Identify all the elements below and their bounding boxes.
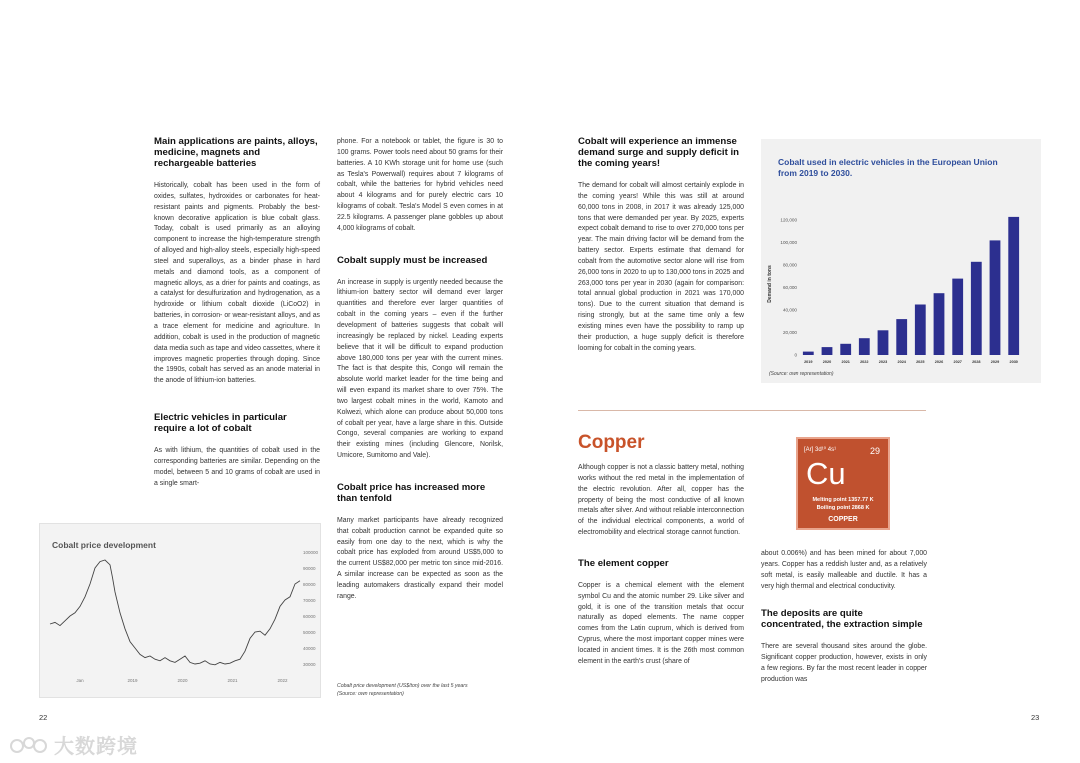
element-config: [Ar] 3d¹⁰ 4s¹ <box>804 447 837 453</box>
paragraph-copper-intro: Although copper is not a classic battery metal, nothing works without the red metal in the implementation of the electric revolution. After all, copper has the property of being the most conductive of all known metals after silver. And without reliable interconnection of the individual electrical components, a world of electromobility and electrical storage cannot function. <box>578 464 744 537</box>
demand-y-tick-label: 0 <box>794 352 797 358</box>
demand-y-tick-label: 40,000 <box>782 307 797 313</box>
element-name: COPPER <box>828 516 858 523</box>
demand-bar <box>934 293 945 355</box>
demand-bar <box>878 330 889 355</box>
demand-y-axis-label: Demand in tons <box>767 265 773 303</box>
demand-x-tick-label: 2022 <box>860 360 869 364</box>
paragraph-supply: An increase in supply is urgently needed because the lithium-ion battery sector will demand ever larger quantities and therefore ever larger quantities of cobalt in the coming years – even if the further development of batteries suggests that cobalt will increasingly be replaced by nickel. Leading experts believe that it will be difficult to expand production above 180,000 tons per year with the current mines. The fact is that despite this, Congo will remain the absolute world market leader for the time being and will even expand its market share to over 75%. The two largest cobalt mines in the world, Kamoto and Kolwezi, which alone can produce about 50,000 tons of cobalt per year, have a large share in this. Outside Congo, several companies are working to expand their existing mines (including Glencore, Norilsk, Umicore, Sumitomo and Vale). <box>337 278 503 460</box>
price-x-tick-label: 2021 <box>227 678 238 683</box>
price-x-tick-label: Jan <box>76 678 84 683</box>
demand-x-tick-label: 2023 <box>878 360 888 364</box>
price-y-tick-label: 70000 <box>303 598 316 603</box>
demand-chart-caption: (Source: own representation) <box>769 371 834 377</box>
demand-y-tick-label: 100,000 <box>780 240 797 246</box>
demand-x-tick-label: 2027 <box>953 360 962 364</box>
demand-x-tick-label: 2026 <box>934 360 944 364</box>
heading-applications: Main applications are paints, alloys, medicine, magnets and rechargeable batteries <box>154 136 318 169</box>
price-y-tick-label: 40000 <box>303 646 316 651</box>
demand-x-tick-label: 2030 <box>1009 360 1018 364</box>
caption-line-2: (Source: own representation) <box>337 691 404 697</box>
heading-demand-surge: Cobalt will experience an immense demand surge and supply deficit in the coming years! <box>578 136 739 169</box>
price-chart-caption <box>337 682 507 698</box>
element-melting: Melting point 1357.77 K <box>812 497 874 503</box>
paragraph-element-copper: Copper is a chemical element with the element symbol Cu and the atomic number 29. Like silver and gold, it is one of the transition metals that occur naturally as doped elements. The name copper comes from the Latin cuprum, which is derived from Cyprus, where the most important copper mines were located in ancient times. It is the 26th most common element in the earth's crust (share of <box>578 581 744 665</box>
right-column-1-copper <box>578 432 744 668</box>
demand-bar <box>990 240 1001 355</box>
price-y-tick-label: 80000 <box>303 582 316 587</box>
caption-line-1: Cobalt price development (US$/ton) over the last 5 years <box>337 683 468 689</box>
heading-deposits: The deposits are quite concentrated, the extraction simple <box>761 608 923 631</box>
demand-bar <box>952 279 963 355</box>
copper-title: Copper <box>578 432 645 453</box>
watermark-text: 大数跨境 <box>54 734 138 758</box>
price-series-line <box>50 560 300 665</box>
demand-chart-svg <box>761 139 1041 383</box>
demand-bar <box>971 262 982 355</box>
left-column-1 <box>154 136 320 489</box>
watermark <box>8 730 138 759</box>
price-chart-title: Cobalt price development <box>52 540 156 550</box>
page-number-right: 23 <box>1031 713 1040 722</box>
price-y-tick-label: 50000 <box>303 630 316 635</box>
paragraph-electric-vehicles: As with lithium, the quantities of cobalt used in the corresponding batteries are similar. Depending on the model, between 5 and 10 grams of cobalt are used in a single smart- <box>154 447 320 487</box>
paragraph-applications: Historically, cobalt has been used in the form of oxides, sulfates, hydroxides or carbonates for heat-resistant paints and pigments. Probably the best-known decorative application is blue cobalt glass. Today, cobalt is used primarily as an alloying component to increase the high-temperature strength of alloyed and high-alloy steels, especially high-speed steel and superalloys, as a binder phase in hard metals and diamond tools, as a component of magnetic alloys, as a drier for paints and coatings, as a catalyst for desulfurization and hydrogenation, as a hydroxide or lithium cobalt dioxide (LiCoO2) in batteries, in corrosion- or wear-resistant alloys, and as a trace element for medicine and agriculture. In addition, cobalt is used in the production of magnetic data media such as tape and video cassettes, where it improves magnetic properties through doping. Since the 1990s, cobalt has served as an anode material in the anode of lithium-ion batteries. <box>154 182 320 385</box>
demand-x-tick-label: 2021 <box>841 360 850 364</box>
demand-chart-title: Cobalt used in electric vehicles in the European Union from 2019 to 2030. <box>778 157 998 178</box>
cobalt-demand-chart <box>761 139 1041 383</box>
price-y-tick-label: 30000 <box>303 662 316 667</box>
demand-x-tick-label: 2019 <box>804 360 813 364</box>
price-y-tick-label: 100000 <box>303 550 319 555</box>
price-y-tick-label: 60000 <box>303 614 316 619</box>
paragraph-deposits: There are several thousand sites around the globe. Significant copper production, however, exists in only a few regions. By far the most recent leader in copper production was <box>761 643 927 683</box>
demand-bar <box>803 352 814 355</box>
price-x-tick-label: 2020 <box>177 678 188 683</box>
demand-bar <box>859 338 870 355</box>
paragraph-copper-properties: about 0.006%) and has been mined for about 7,000 years. Copper has a reddish luster and, as a relatively soft metal, is easily malleable and ductile. It has a very high thermal and electrical conductivity. <box>761 550 927 590</box>
heading-element-copper: The element copper <box>578 557 669 569</box>
demand-bar <box>840 344 851 355</box>
cobalt-price-chart <box>39 523 321 698</box>
element-symbol: Cu <box>806 456 846 491</box>
heading-price: Cobalt price has increased more than tenfold <box>337 481 486 504</box>
demand-x-tick-label: 2020 <box>822 360 832 364</box>
watermark-logo-icon <box>8 733 50 757</box>
demand-bar <box>915 305 926 356</box>
paragraph-devices: phone. For a notebook or tablet, the figure is 30 to 100 grams. Power tools need about 50 grams for their batteries. A 10 KWh storage unit for home use (such as Tesla's Powerwall) requires about 7 kilograms of cobalt, while the batteries for hybrid vehicles need about 4 kilograms and for purely electric cars 10 kilograms of cobalt. Tesla's Model S even comes in at 22.5 kilograms. A passenger plane gobbles up about 4,000 kilograms of cobalt. <box>337 138 503 232</box>
demand-x-tick-label: 2028 <box>972 360 981 364</box>
demand-y-tick-label: 80,000 <box>782 262 797 268</box>
demand-y-tick-label: 20,000 <box>782 330 797 336</box>
paragraph-price: Many market participants have already recognized that cobalt production cannot be expanded quite so easily from one day to the next, which is why the cobalt price has exploded from around US$5,000 to the current US$82,000 per metric ton since mid-2016. A similar increase can be expected as soon as the leading automakers drastically expand their model range. <box>337 516 503 600</box>
copper-element-tile <box>796 437 890 530</box>
demand-y-tick-label: 120,000 <box>780 217 797 223</box>
demand-x-tick-label: 2029 <box>990 360 1000 364</box>
demand-bar <box>896 319 907 355</box>
element-number: 29 <box>869 446 880 456</box>
element-boiling: Boiling point 2868 K <box>816 505 870 511</box>
right-column-1 <box>578 136 744 355</box>
demand-bar <box>822 347 833 355</box>
price-chart-svg <box>40 524 320 697</box>
heading-supply: Cobalt supply must be increased <box>337 254 488 266</box>
demand-bar <box>1008 217 1019 355</box>
demand-x-tick-label: 2024 <box>897 360 906 364</box>
demand-y-tick-label: 60,000 <box>782 285 797 291</box>
left-column-2 <box>337 137 503 603</box>
right-column-2 <box>761 549 927 686</box>
section-divider <box>578 410 926 411</box>
price-x-tick-label: 2019 <box>127 678 138 683</box>
heading-electric-vehicles: Electric vehicles in particular require a lot of cobalt <box>154 412 287 435</box>
price-x-tick-label: 2022 <box>277 678 288 683</box>
page-number-left: 22 <box>39 713 48 722</box>
price-y-tick-label: 90000 <box>303 566 316 571</box>
demand-x-tick-label: 2025 <box>916 360 925 364</box>
paragraph-demand: The demand for cobalt will almost certainly explode in the coming years! While this was still at around 60,000 tons in 2008, in 2017 it was already 125,000 tons that were demanded per year. By 2025, experts expect cobalt demand to rise to over 270,000 tons per year. The main driving factor will be demand from the battery sector. Experts estimate that demand for cobalt from the automotive sector alone will rise from 26,000 tons in 2020 to up to 130,000 tons in 2025 and 263,000 tons per year in 2030 (again for comparison: total annual global production in 2021 was 170,000 tons). Due to the current situation that demand is rising strongly, but at the same time only a few existing mines even have the possibility to ramp up their production, a huge supply deficit is therefore looming for cobalt in the coming years. <box>578 182 744 352</box>
